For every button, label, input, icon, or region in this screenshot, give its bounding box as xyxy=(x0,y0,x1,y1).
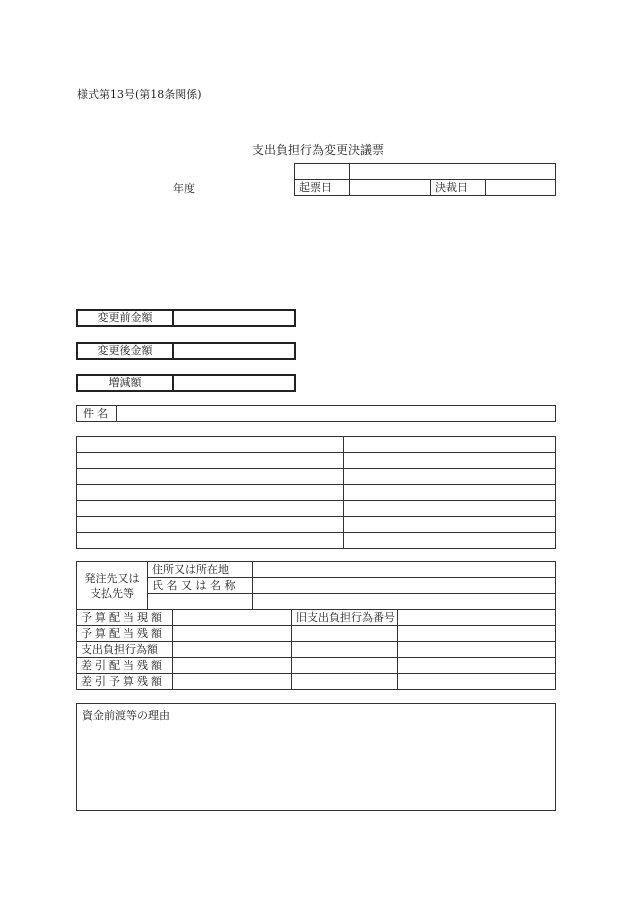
budget-extra-cell[interactable] xyxy=(398,658,556,674)
amount-after-box xyxy=(76,342,296,360)
budget-value-field[interactable] xyxy=(173,610,292,626)
grid-cell[interactable] xyxy=(77,485,344,501)
old-number-label: 旧支出負担行為番号 xyxy=(292,610,398,626)
budget-table xyxy=(76,609,556,690)
date-cell-top-span[interactable] xyxy=(350,164,556,180)
budget-row-label: 差引配当残額 xyxy=(77,658,173,674)
table-row xyxy=(77,517,556,533)
budget-extra-cell[interactable] xyxy=(292,642,398,658)
draft-date-label: 起票日 xyxy=(295,180,350,196)
address-label: 住所又は所在地 xyxy=(148,562,253,578)
grid-cell[interactable] xyxy=(77,469,344,485)
payee-group-label-line2: 支払先等 xyxy=(90,586,134,600)
budget-row-label: 差引予算残額 xyxy=(77,674,173,690)
amount-diff-box xyxy=(76,374,296,392)
budget-row-label: 予算配当現額 xyxy=(77,610,173,626)
amount-diff-label: 増減額 xyxy=(78,376,174,390)
budget-value-field[interactable] xyxy=(173,626,292,642)
grid-cell[interactable] xyxy=(344,533,556,549)
subject-field[interactable] xyxy=(117,406,555,421)
grid-cell[interactable] xyxy=(344,453,556,469)
amount-before-box xyxy=(76,309,296,327)
name-field[interactable] xyxy=(253,578,556,594)
budget-value-field[interactable] xyxy=(173,658,292,674)
budget-extra-cell[interactable] xyxy=(292,658,398,674)
amount-diff-field[interactable] xyxy=(174,376,294,390)
grid-cell[interactable] xyxy=(344,485,556,501)
table-row xyxy=(77,626,556,642)
date-table xyxy=(294,163,556,196)
table-row xyxy=(77,501,556,517)
table-row xyxy=(77,485,556,501)
date-cell-blank xyxy=(295,164,350,180)
table-row xyxy=(77,469,556,485)
grid-cell[interactable] xyxy=(344,437,556,453)
table-row xyxy=(77,674,556,690)
grid-cell[interactable] xyxy=(344,517,556,533)
budget-value-field[interactable] xyxy=(173,674,292,690)
budget-row-label: 支出負担行為額 xyxy=(77,642,173,658)
budget-extra-cell[interactable] xyxy=(398,674,556,690)
amount-after-field[interactable] xyxy=(174,344,294,358)
address-field[interactable] xyxy=(253,562,556,578)
form-title: 支出負担行為変更決議票 xyxy=(252,143,385,157)
table-row xyxy=(77,533,556,549)
budget-extra-cell[interactable] xyxy=(292,674,398,690)
budget-value-field[interactable] xyxy=(173,642,292,658)
form-reference: 様式第13号(第18条関係) xyxy=(77,88,202,101)
amount-before-label: 変更前金額 xyxy=(78,311,174,325)
reason-box[interactable] xyxy=(76,703,556,811)
budget-extra-cell[interactable] xyxy=(292,626,398,642)
name-label: 氏 名 又 は 名 称 xyxy=(148,578,253,594)
payee-extra-field[interactable] xyxy=(253,594,556,610)
payee-group-label xyxy=(77,562,148,610)
grid-cell[interactable] xyxy=(77,437,344,453)
table-row xyxy=(77,610,556,626)
table-row xyxy=(77,658,556,674)
payee-blank-cell xyxy=(148,594,253,610)
draft-date-field[interactable] xyxy=(350,180,431,196)
payee-group-label-line1: 発注先又は xyxy=(84,571,140,585)
approval-date-label: 決裁日 xyxy=(431,180,486,196)
budget-extra-cell[interactable] xyxy=(398,626,556,642)
payee-table xyxy=(76,561,556,610)
reason-label: 資金前渡等の理由 xyxy=(82,709,170,722)
budget-extra-cell[interactable] xyxy=(398,642,556,658)
amount-before-field[interactable] xyxy=(174,311,294,325)
table-row xyxy=(77,642,556,658)
grid-cell[interactable] xyxy=(77,517,344,533)
grid-cell[interactable] xyxy=(77,533,344,549)
grid-cell[interactable] xyxy=(77,453,344,469)
subject-row xyxy=(76,405,556,422)
table-row xyxy=(77,453,556,469)
amount-after-label: 変更後金額 xyxy=(78,344,174,358)
detail-grid xyxy=(76,436,556,549)
table-row xyxy=(77,437,556,453)
grid-cell[interactable] xyxy=(344,501,556,517)
fiscal-year-label: 年度 xyxy=(173,182,195,195)
grid-cell[interactable] xyxy=(344,469,556,485)
budget-row-label: 予算配当残額 xyxy=(77,626,173,642)
subject-label: 件名 xyxy=(77,406,117,421)
approval-date-field[interactable] xyxy=(486,180,556,196)
grid-cell[interactable] xyxy=(77,501,344,517)
old-number-field[interactable] xyxy=(398,610,556,626)
